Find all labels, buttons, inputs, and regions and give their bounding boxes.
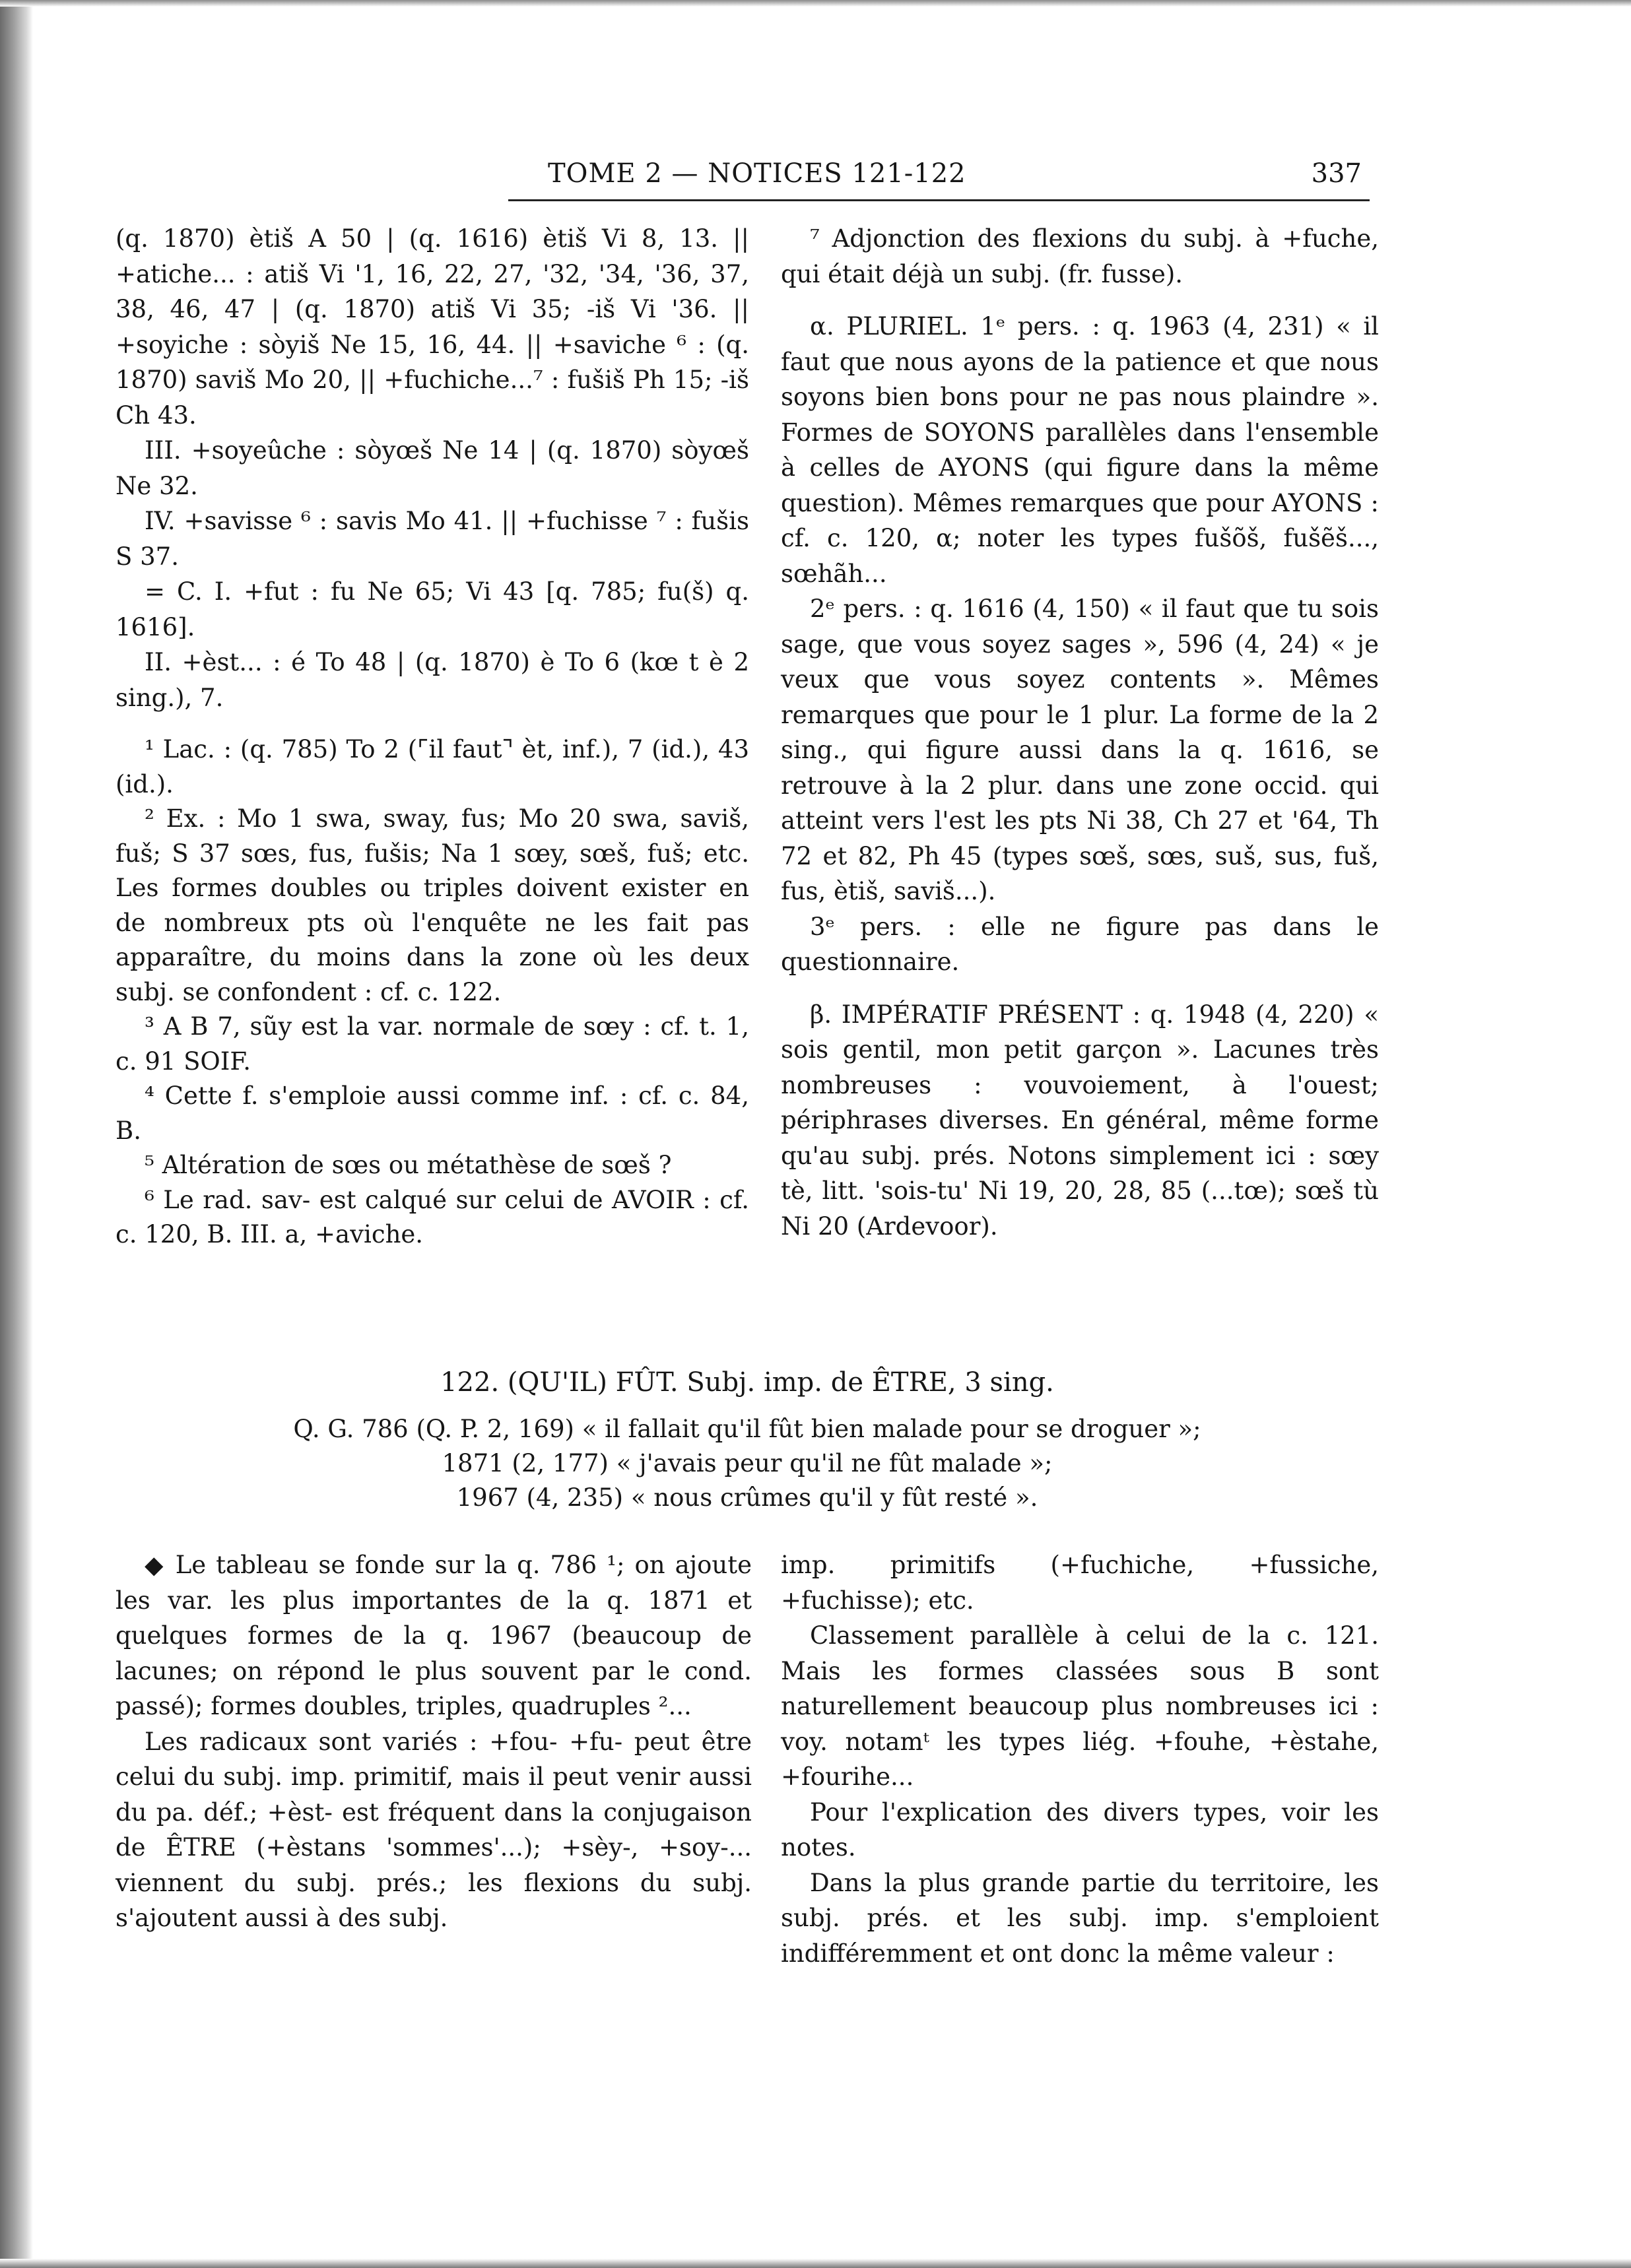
spacer (781, 980, 1379, 997)
spacer (781, 292, 1379, 309)
footnote: ⁵ Altération de sœs ou métathèse de sœš ? (145, 1151, 672, 1179)
left-column (116, 221, 749, 1252)
paragraph: imp. primitifs (+fuchiche, +fussiche, +fuchisse); etc. (781, 1551, 1379, 1615)
footnote: ⁷ Adjonction des flexions du subj. à +fuche, qui était déjà un subj. (fr. fusse). (781, 224, 1379, 288)
paragraph: III. +soyeûche : sòyœš Ne 14 | (q. 1870) sòyœš Ne 32. (116, 436, 749, 500)
paragraph: 2ᵉ pers. : q. 1616 (4, 150) « il faut que tu sois sage, que vous soyez sages », 596 (4, 24) « je veux que vous soyez contents ». Mêmes remarques que pour le 1 plur. La forme de la 2 sing., qui figure aussi dans la q. 1616, se retrouve à la 2 plur. dans une zone occid. qui atteint vers l'est les pts Ni 38, Ch 27 et '64, Th 72 et 82, Ph 45 (types sœš, sœs, suš, sus, fuš, fus, ètiš, saviš...). (781, 595, 1379, 905)
footnotes (116, 732, 749, 1252)
bottom-right-column (781, 1547, 1379, 1971)
paragraph: Classement parallèle à celui de la c. 121. Mais les formes classées sous B sont naturellement beaucoup plus nombreuses ici : voy. notamᵗ les types liég. +fouhe, +èstahe, +fourihe... (781, 1621, 1379, 1791)
footnote: ² Ex. : Mo 1 swa, sway, fus; Mo 20 swa, saviš, fuš; S 37 sœs, fus, fušis; Na 1 sœy, sœš, fuš; etc. Les formes doubles ou triples doivent exister en de nombreux pts où l'enquête ne les fait pas apparaître, du moins dans la zone où les deux subj. se confondent : cf. c. 122. (116, 804, 749, 1006)
paragraph: Pour l'explication des divers types, voir les notes. (781, 1798, 1379, 1862)
question-line: 1871 (2, 177) « j'avais peur qu'il ne fût malade »; (442, 1449, 1053, 1477)
running-head-title: TOME 2 — NOTICES 121-122 (548, 158, 966, 189)
pluriel-section: α. PLURIEL. 1ᵉ pers. : q. 1963 (4, 231) « il faut que nous ayons de la patience et que nous soyons bien bons pour ne pas nous plaindre ». Formes de SOYONS parallèles dans l'ensemble à celles de AYONS (qui figure dans la même question). Mêmes remarques que pour AYONS : cf. c. 120, α; noter les types fušõš, fušẽš..., sœhãh... (781, 312, 1379, 588)
imperatif-section: β. IMPÉRATIF PRÉSENT : q. 1948 (4, 220) « sois gentil, mon petit garçon ». Lacunes très nombreuses : vouvoiement, à l'ouest; périphrases diverses. En général, même forme qu'au subj. prés. Notons simplement ici : sœy tè, litt. 'sois-tu' Ni 19, 20, 28, 85 (...tœ); sœš tù Ni 20 (Ardevoor). (781, 1000, 1379, 1241)
spacer (116, 715, 749, 732)
bottom-left-column (116, 1547, 752, 1936)
paragraph: Les radicaux sont variés : +fou- +fu- peut être celui du subj. imp. primitif, mais il peut venir aussi du pa. déf.; +èst- est fréquent dans la conjugaison de ÊTRE (+èstans 'sommes'...); +sèy-, +soy-... viennent du subj. prés.; les flexions du subj. s'ajoutent aussi à des subj. (116, 1727, 752, 1932)
paragraph: = C. I. +fut : fu Ne 65; Vi 43 [q. 785; fu(š) q. 1616]. (116, 577, 749, 641)
question-line: 1967 (4, 235) « nous crûmes qu'il y fût resté ». (456, 1483, 1038, 1512)
footnote: ¹ Lac. : (q. 785) To 2 (⌜il faut⌝ èt, inf.), 7 (id.), 43 (id.). (116, 735, 749, 798)
entry-questions (116, 1412, 1379, 1515)
paragraph: (q. 1870) ètiš A 50 | (q. 1616) ètiš Vi 8, 13. || +atiche... : atiš Vi '1, 16, 22, 27, '32, '34, '36, 37, 38, 46, 47 | (q. 1870) atiš Vi 35; -iš Vi '36. || +soyiche : sòyiš Ne 15, 16, 44. || +saviche ⁶ : (q. 1870) saviš Mo 20, || +fuchiche...⁷ : fušiš Ph 15; -iš Ch 43. (116, 224, 749, 430)
right-column (781, 221, 1379, 1244)
page-number: 337 (1311, 158, 1362, 189)
footnote: ⁴ Cette f. s'emploie aussi comme inf. : cf. c. 84, B. (116, 1082, 749, 1145)
running-head (508, 153, 1370, 201)
question-line: Q. G. 786 (Q. P. 2, 169) « il fallait qu'il fût bien malade pour se droguer »; (293, 1415, 1201, 1443)
entry-heading: 122. (QU'IL) FÛT. Subj. imp. de ÊTRE, 3 sing. (440, 1367, 1054, 1398)
paragraph: Dans la plus grande partie du territoire, les subj. prés. et les subj. imp. s'emploient indifféremment et ont donc la même valeur : (781, 1868, 1379, 1968)
footnote: ³ A B 7, sũy est la var. normale de sœy : cf. t. 1, c. 91 SOIF. (116, 1012, 749, 1076)
paragraph: ◆ Le tableau se fonde sur la q. 786 ¹; on ajoute les var. les plus importantes de la q. 1871 et quelques formes de la q. 1967 (beaucoup de lacunes; on répond le plus souvent par le cond. passé); formes doubles, triples, quadruples ²... (116, 1551, 752, 1720)
footnote: ⁶ Le rad. sav- est calqué sur celui de AVOIR : cf. c. 120, B. III. a, +aviche. (116, 1185, 749, 1248)
paragraph: IV. +savisse ⁶ : savis Mo 41. || +fuchisse ⁷ : fušis S 37. (116, 507, 749, 571)
paragraph: 3ᵉ pers. : elle ne figure pas dans le questionnaire. (781, 912, 1379, 976)
paragraph: II. +èst... : é To 48 | (q. 1870) è To 6 (kœ t è 2 sing.), 7. (116, 648, 749, 712)
